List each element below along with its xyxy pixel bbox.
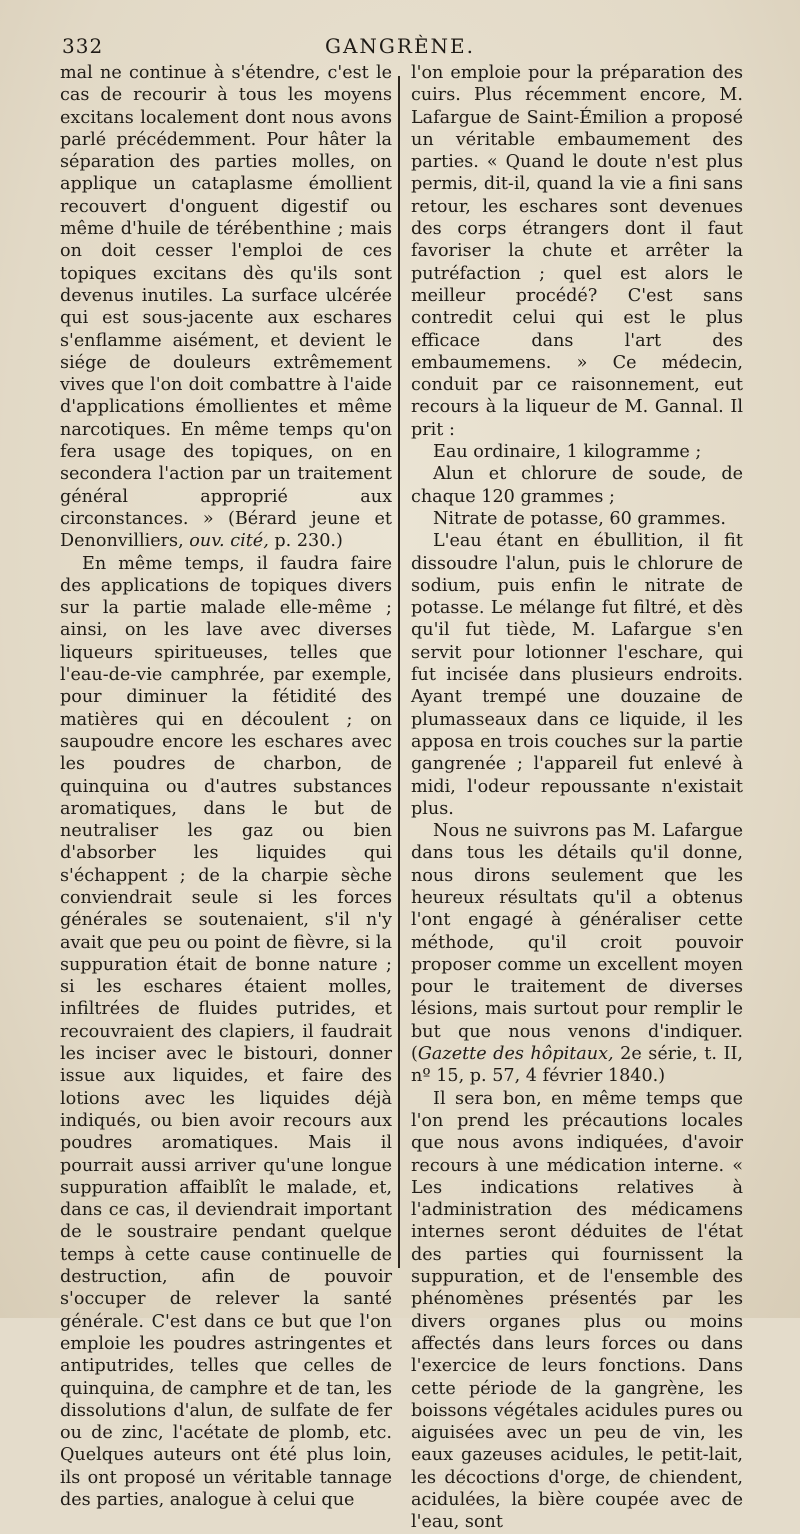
page-header — [0, 32, 800, 60]
citation-italic: Gazette des hôpitaux, — [417, 1044, 614, 1065]
paragraph — [60, 62, 392, 553]
recipe-item: Eau ordinaire, 1 kilogramme ; — [433, 442, 702, 463]
column-divider — [398, 76, 400, 1268]
paragraph: En même temps, il faudra faire des applications de topiques divers sur la partie malade elle-même ; ainsi, on les lave avec diverses liqueurs spiritueuses, telles que l'eau-de-vie camphrée, par exemple, pour diminuer la fétidité des matières qui en découlent ; on saupoudre encore les eschares avec les poudres de charbon, de quinquina ou d'autres substances aromatiques, dans le but de neutraliser les gaz ou bien d'absorber les liquides qui s'échappent ; de la charpie sèche conviendrait seule si les forces générales se soutenaient, s'il n'y avait que peu ou point de fièvre, si la suppuration était de bonne nature ; si les eschares étaient molles, infiltrées de fluides putrides, et recouvraient des clapiers, il faudrait les inciser avec le bistouri, donner issue aux liquides, et faire des lotions avec les liquides déjà indiqués, ou bien avoir recours aux poudres aromatiques. Mais il pourrait aussi arriver qu'une longue suppuration affaiblît le malade, et, dans ce cas, il deviendrait important de le soustraire pendant quelque temps à cette cause continuelle de destruction, afin de pouvoir s'occuper de relever la santé générale. C'est dans ce but que l'on emploie les poudres astringentes et antiputrides, telles que celles de quinquina, de camphre et de tan, les dissolutions d'alun, de sulfate de fer ou de zinc, l'acétate de plomb, etc. Quelques auteurs ont été plus loin, ils ont proposé un véritable tannage des parties, analogue à celui que — [60, 553, 392, 1510]
left-column — [60, 62, 392, 1511]
paragraph: l'on emploie pour la préparation des cuirs. Plus récemment encore, M. Lafargue de Saint-Émilion a proposé un véritable embaumement des parties. « Quand le doute n'est plus permis, dit-il, quand la vie a fini sans retour, les eschares sont devenues des corps étrangers dont il faut favoriser la chute et arrêter la putréfaction ; quel est alors le meilleur procédé? C'est sans contredit celui qui est le plus efficace dans l'art des embaumemens. » Ce médecin, conduit par ce raisonnement, eut recours à la liqueur de M. Gannal. Il prit : — [411, 63, 743, 440]
citation-italic: ouv. cité, — [189, 531, 269, 552]
running-title: GANGRÈNE. — [324, 34, 475, 58]
paragraph: L'eau étant en ébullition, il fit dissoudre l'alun, puis le chlorure de sodium, puis enfin le nitrate de potasse. Le mélange fut filtré, et dès qu'il fut tiède, M. Lafargue s'en servit pour lotionner l'eschare, qui fut incisée dans plusieurs endroits. Ayant trempé une douzaine de plumasseaux dans ce liquide, il les apposa en trois couches sur la partie gangrenée ; l'appareil fut enlevé à midi, l'odeur repoussante n'existait plus. — [411, 531, 743, 819]
citation-tail: p. 230.) — [274, 531, 343, 552]
citation-tail: 2e série, t. II, nº 15, p. 57, 4 février 1840.) — [411, 1044, 743, 1087]
paragraph-text: Nous ne suivrons pas M. Lafargue dans tous les détails qu'il donne, nous dirons seulement que les heureux résultats qu'il a obtenus l'ont engagé à généraliser cette méthode, qu'il croit pouvoir proposer comme un excellent moyen pour le traitement de diverses lésions, mais surtout pour remplir le but que nous venons d'indiquer. ( — [411, 821, 743, 1065]
recipe-item: Alun et chlorure de soude, de chaque 120 grammes ; — [411, 464, 743, 507]
paragraph: Il sera bon, en même temps que l'on prend les précautions locales que nous avons indiquées, d'avoir recours à une médication interne. « Les indications relatives à l'administration des médicamens internes seront déduites de l'état des parties qui fournissent la suppuration, et de l'ensemble des phénomènes présentés par les divers organes plus ou moins affectés dans leurs forces ou dans l'exercice de leurs fonctions. Dans cette période de la gangrène, les boissons végétales acidules pures ou aiguisées avec un peu de vin, les eaux gazeuses acidules, le petit-lait, les décoctions d'orge, de chiendent, acidulées, la bière coupée avec de l'eau, sont — [411, 1088, 743, 1533]
right-column — [411, 62, 743, 1534]
recipe-item: Nitrate de potasse, 60 grammes. — [433, 508, 726, 529]
page-number: 332 — [62, 34, 104, 58]
paragraph-text: mal ne continue à s'étendre, c'est le cas de recourir à tous les moyens excitans localement dont nous avons parlé précédemment. Pour hâter la séparation des parties molles, on applique un cataplasme émollient recouvert d'onguent digestif ou même d'huile de térébenthine ; mais on doit cesser l'emploi de ces topiques excitans dès qu'ils sont devenus inutiles. La surface ulcérée qui est sous-jacente aux eschares s'enflamme aisément, et devient le siége de douleurs extrêmement vives que l'on doit combattre à l'aide d'applications émollientes et même narcotiques. En même temps qu'on fera usage des topiques, on en secondera l'action par un traitement général approprié aux circonstances. » (Bérard jeune et Denonvilliers, — [60, 63, 392, 552]
paragraph — [411, 820, 743, 1088]
